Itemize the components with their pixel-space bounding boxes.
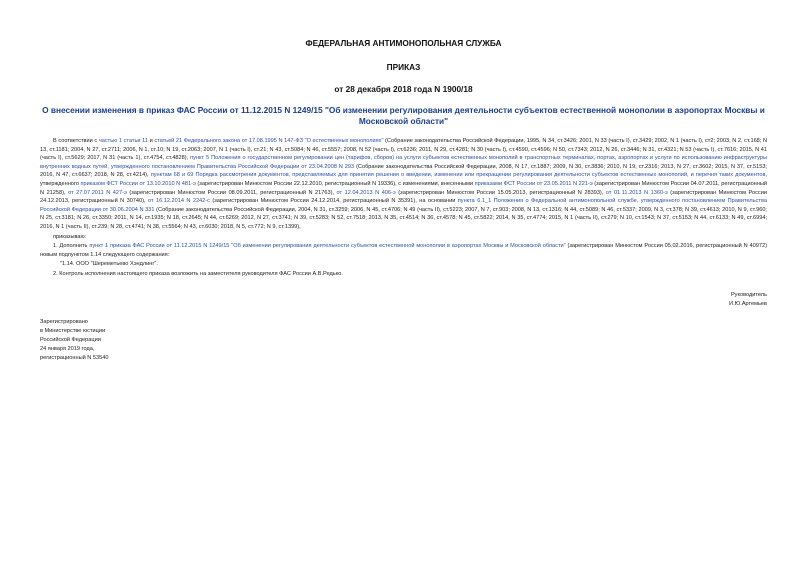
registration-block	[40, 318, 767, 363]
preamble-paragraph	[40, 137, 767, 232]
preamble-text: (Собрание законодательства Российской Федерации, 2008, N 17, ст.1887; 2009, N 30, ст.3836; 2010, N 19, ст.2316; 2013, N 27, ст.3602; 2015, N 37, ст.5153; 2016, N 47, ст.6637; 2018, N 28, ст.4214),	[40, 163, 767, 179]
fst-order-481-link[interactable]: приказом ФСТ России от 13.10.2010 N 481-э	[80, 180, 196, 187]
fst-order-2242-link[interactable]: от 16.12.2014 N 2242-с	[147, 198, 210, 205]
registration-number: регистрационный N 53540	[40, 354, 109, 361]
preamble-text: (Собрание законодательства Российской Федерации, 2004, N 31, ст.3259; 2006, N 45, ст.4706; N 49 (часть II), ст.5223; 2007, N 7, ст.903; 2008, N 13, ст.1316; N 44, ст.5089; N 46, ст.5337; 2009, N 3, ст.378; N 39, ст.4613; 2010, N 9, ст.960; N 25, ст.3181; N 26, ст.3350; 2011, N 14, ст.1935; N 18, ст.2645; N 44, ст.6269; 2012, N 27, ст.3741; N 39, ст.5283; N 52, ст.7518; 2013, N 35, ст.4514; N 36, ст.4578; N 45, ст.5822; 2014, N 35, ст.4774; 2015, N 1 (часть II), ст.279; N 10, ст.1543; N 37, ст.5153; N 44, ст.6133; N 49, ст.6994; 2016, N 1 (часть II), ст.239; N 28, ст.4741; N 38, ст.5564; N 43, ст.6030; 2018, N 5, ст.772; N 9, ст.1399),	[40, 206, 767, 230]
agency-name: ФЕДЕРАЛЬНАЯ АНТИМОНОПОЛЬНАЯ СЛУЖБА	[305, 38, 502, 48]
fst-order-1360-link[interactable]: от 01.11.2013 N 1360-э	[605, 189, 668, 196]
item-1-text: 1. Дополнить	[53, 243, 90, 250]
law-article-21-link[interactable]: статьей 21 Федерального закона от 17.08.1995 N 147-ФЗ "О естественных монополиях"	[154, 138, 384, 144]
preamble-text: (зарегистрирован Минюстом России 04.07.2011, регистрационный N 21258),	[40, 180, 767, 196]
document-page	[40, 38, 767, 363]
regulation-293-link[interactable]: пункт 5 Положения о государственном регулировании цен (тарифов, сборов) на услуги субъектов естественных монополий в транспортных терминалах, портах, аэропортах и услуги по использованию инфраструктуры внутренних водных путей, утвержденного постановлением Правительства Российской Федерации от 23.04.2008 N 293	[40, 155, 767, 170]
registration-line: Зарегистрировано	[40, 318, 88, 325]
law-article-11-link[interactable]: частью 1 статьи 11	[98, 138, 148, 144]
preamble-text: , утвержденного	[40, 172, 767, 187]
order-word: приказываю:	[53, 233, 87, 240]
item-2-paragraph: 2. Контроль исполнения настоящего приказа возложить на заместителя руководителя ФАС России А.В.Редько.	[53, 270, 343, 277]
order-1249-link[interactable]: пункт 1 приказа ФАС России от 11.12.2015 N 1249/15 "Об изменении регулирования деятельности субъектов естественной монополии в аэропортах Москвы и Московской области"	[89, 243, 566, 250]
fst-order-406-link[interactable]: от 12.04.2013 N 406-э	[336, 189, 396, 196]
preamble-text: (зарегистрирован Минюстом России 24.12.2014, регистрационный N 35391), на основании	[209, 198, 458, 205]
procedure-items-68-69-link[interactable]: пунктам 68 и 69 Порядка рассмотрения документов, представляемых для принятия решения о введении, изменении или прекращении регулирования деятельности субъектов естественных монополий, и перечня таких документов	[150, 172, 766, 179]
document-type: ПРИКАЗ	[386, 62, 421, 72]
registration-line: Российской Федерации	[40, 336, 101, 343]
signer-role: Руководитель	[730, 291, 767, 298]
fst-order-427-link[interactable]: от 27.07.2011 N 427-э	[68, 189, 127, 196]
registration-date: 24 января 2019 года,	[40, 345, 95, 352]
preamble-text: (зарегистрирован Минюстом России 24.12.2013, регистрационный N 30740),	[40, 189, 767, 205]
fas-regulation-331-link[interactable]: пункта 6.1_1 Положения о Федеральной антимонопольной службе, утвержденного постановлением Правительства Российской Федерации от 30.06.2004 N 331	[40, 198, 767, 213]
item-1-text: (зарегистрирован Минюстом России 05.02.2016, регистрационный N 40972) новым подпунктом 1.14 следующего содержания:	[40, 243, 767, 258]
preamble-text: (зарегистрирован Минюстом России 15.05.2013, регистрационный N 28393),	[395, 189, 606, 196]
fst-order-221-link[interactable]: приказами ФСТ России от 23.05.2011 N 221-э	[474, 180, 593, 187]
subitem-1-14-quote: "1.14. ООО "Шереметьево Хэндлинг".	[60, 261, 158, 268]
preamble-text: В соответствии с	[53, 138, 99, 144]
document-body	[40, 137, 767, 279]
document-title: О внесении изменения в приказ ФАС России от 11.12.2015 N 1249/15 "Об изменении регулирования деятельности субъектов естественной монополии в аэропортах Москвы и Московской области"	[42, 105, 765, 126]
signer-name: И.Ю.Артемьев	[729, 300, 767, 307]
preamble-text: (зарегистрирован Минюстом России 08.09.2011, регистрационный N 21763),	[126, 189, 337, 196]
item-1-paragraph	[40, 242, 767, 259]
preamble-text: (Собрание законодательства Российской Федерации, 1995, N 34, ст.3426; 2001, N 33 (часть I), ст.3429; 2002, N 1 (часть I), ст2; 2003, N 2, ст.168; N 13, ст.1181; 2004, N 27, ст.2711; 2006, N 1, ст.10; N 19, ст.2063; 2007, N 1 (часть I), ст.21; N 43, ст.5084; N 46, ст.5557; 2008, N 52 (часть I), ст.6236; 2011, N 29, ст.4281; N 30 (часть I), ст.4590, ст.4596; N 50, ст.7343; 2012, N 26, ст.3446; N 31, ст.4321; N 53 (часть I), ст.7616; 2015, N 41 (часть I), ст.5629; 2017, N 31 (часть 1), ст.4754, ст.4828),	[40, 138, 767, 162]
signature-block	[40, 291, 767, 309]
registration-line: в Министерстве юстиции	[40, 327, 106, 334]
preamble-text: и	[147, 138, 155, 144]
document-date: от 28 декабря 2018 года N 1900/18	[334, 84, 473, 94]
preamble-text: (зарегистрирован Минюстом России 22.12.2010, регистрационный N 19336), с изменениями, внесенными	[195, 180, 475, 187]
